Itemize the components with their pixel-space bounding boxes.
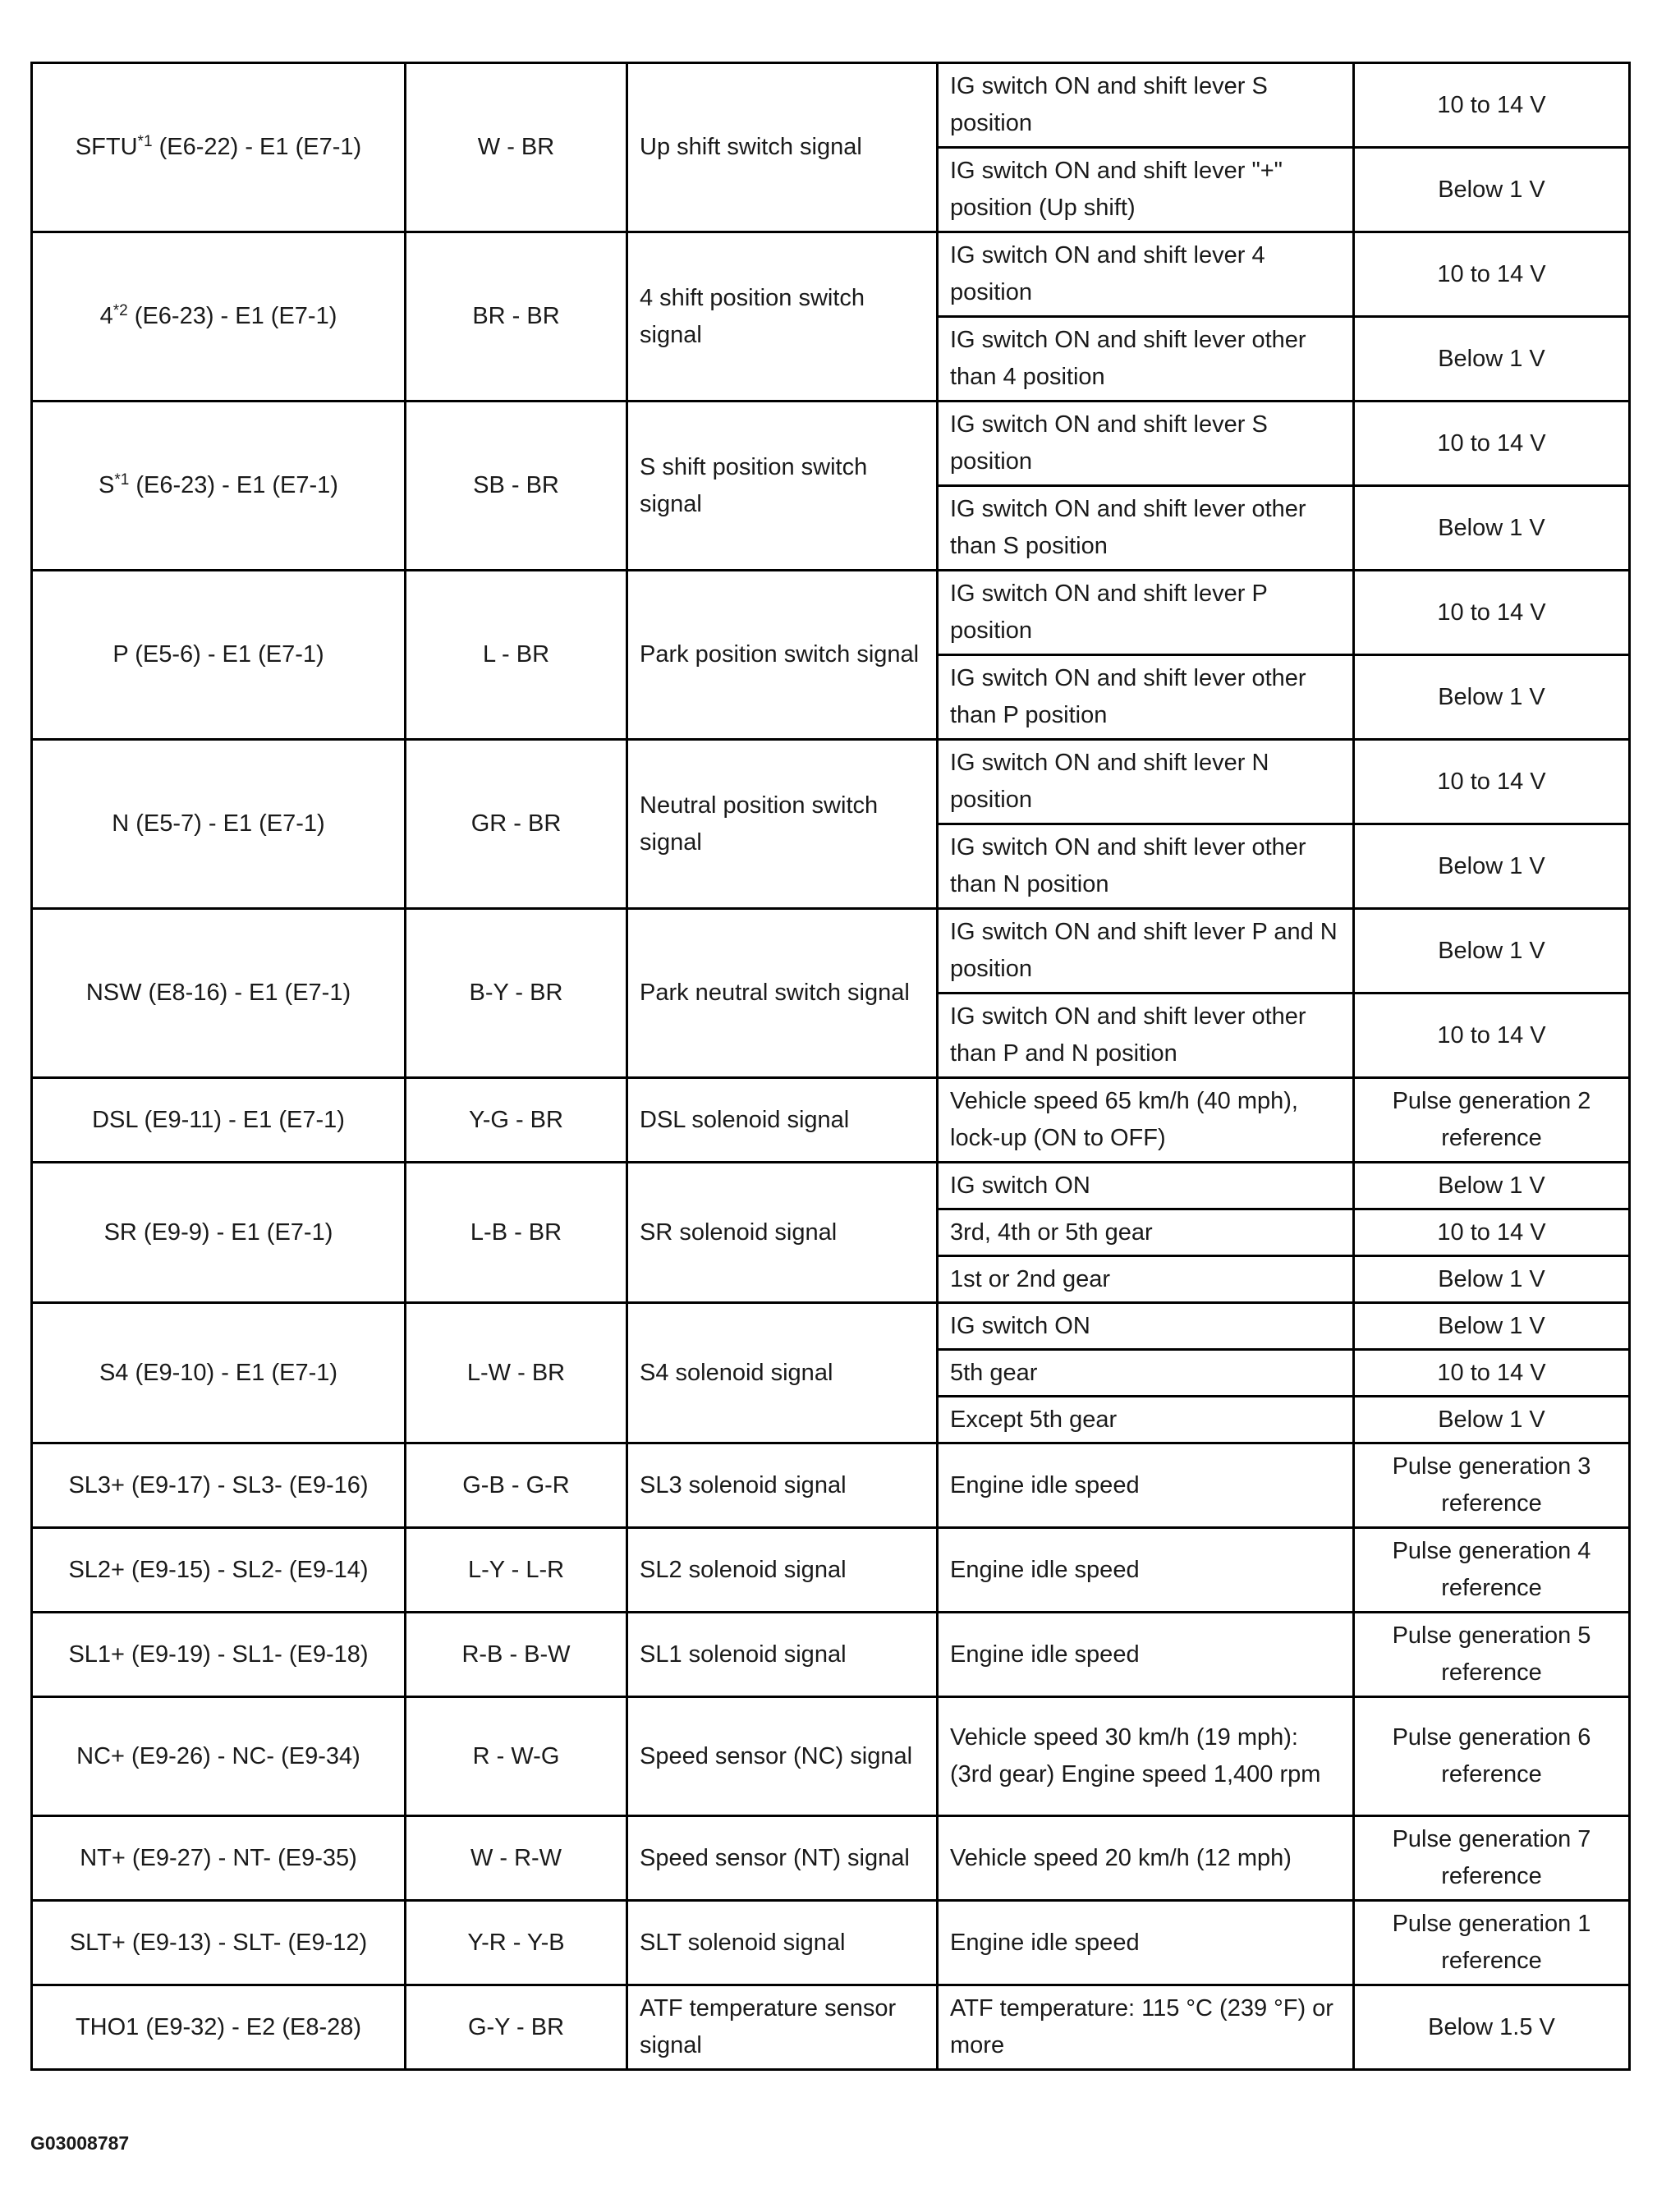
description-cell bbox=[627, 1985, 938, 2070]
condition-cell bbox=[938, 909, 1354, 994]
description-cell bbox=[627, 1901, 938, 1985]
specified-condition: 10 to 14 V bbox=[1437, 429, 1546, 457]
condition-cell bbox=[938, 1350, 1354, 1397]
specified-condition-cell bbox=[1354, 402, 1630, 486]
terminal-label: P (E5-6) - E1 (E7-1) bbox=[112, 641, 324, 668]
terminal-cell bbox=[32, 1163, 406, 1303]
specified-condition-cell bbox=[1354, 909, 1630, 994]
terminal-cell bbox=[32, 1613, 406, 1697]
specified-condition: Below 1 V bbox=[1438, 1312, 1545, 1339]
specified-condition-cell bbox=[1354, 317, 1630, 402]
table-row bbox=[32, 1443, 1630, 1528]
table-row bbox=[32, 571, 1630, 655]
specified-condition: Below 1 V bbox=[1438, 1406, 1545, 1433]
wiring-color: Y-R - Y-B bbox=[467, 1929, 565, 1956]
wiring-color-cell bbox=[406, 232, 627, 402]
specified-condition-cell bbox=[1354, 1397, 1630, 1443]
specified-condition: Pulse generation 7 reference bbox=[1392, 1826, 1591, 1889]
condition: 5th gear bbox=[950, 1359, 1038, 1386]
wiring-color-cell bbox=[406, 1078, 627, 1163]
specified-condition-cell bbox=[1354, 1816, 1630, 1901]
condition: Engine idle speed bbox=[950, 1471, 1140, 1498]
wiring-color-cell bbox=[406, 1528, 627, 1613]
condition-cell bbox=[938, 1078, 1354, 1163]
table-row bbox=[32, 1528, 1630, 1613]
condition-cell bbox=[938, 1303, 1354, 1350]
terminal-cell bbox=[32, 1985, 406, 2070]
specified-condition-cell bbox=[1354, 148, 1630, 232]
condition-cell bbox=[938, 63, 1354, 148]
specified-condition: 10 to 14 V bbox=[1437, 260, 1546, 287]
description: Park neutral switch signal bbox=[640, 980, 910, 1006]
table-row bbox=[32, 1985, 1630, 2070]
specified-condition: Pulse generation 3 reference bbox=[1392, 1453, 1591, 1517]
table-row bbox=[32, 402, 1630, 486]
condition: Engine idle speed bbox=[950, 1556, 1140, 1583]
description: SL1 solenoid signal bbox=[640, 1641, 847, 1668]
specified-condition-cell bbox=[1354, 740, 1630, 824]
specified-condition-cell bbox=[1354, 824, 1630, 909]
wiring-color: L-W - BR bbox=[466, 1359, 566, 1386]
terminal-voltage-table bbox=[30, 62, 1631, 2071]
condition: IG switch ON and shift lever P position bbox=[950, 581, 1268, 644]
condition-cell bbox=[938, 824, 1354, 909]
wiring-color-cell bbox=[406, 1163, 627, 1303]
wiring-color: W - BR bbox=[477, 134, 555, 160]
specified-condition-cell bbox=[1354, 1209, 1630, 1256]
terminal-label: NT+ (E9-27) - NT- (E9-35) bbox=[80, 1844, 357, 1871]
table-row bbox=[32, 1078, 1630, 1163]
footnote-mark: *1 bbox=[114, 471, 130, 489]
condition-cell bbox=[938, 1528, 1354, 1613]
specified-condition: Pulse generation 1 reference bbox=[1392, 1911, 1591, 1974]
condition: IG switch ON and shift lever other than 4 position bbox=[950, 327, 1306, 390]
wiring-color: SB - BR bbox=[473, 472, 559, 498]
condition-cell bbox=[938, 1613, 1354, 1697]
specified-condition: Below 1 V bbox=[1438, 937, 1545, 964]
condition-cell bbox=[938, 1397, 1354, 1443]
wiring-color: BR - BR bbox=[472, 303, 560, 329]
specified-condition-cell bbox=[1354, 571, 1630, 655]
description-cell bbox=[627, 1303, 938, 1443]
wiring-color: B-Y - BR bbox=[469, 980, 563, 1006]
specified-condition: 10 to 14 V bbox=[1437, 1021, 1546, 1049]
condition: IG switch ON and shift lever other than P position bbox=[950, 665, 1306, 728]
condition-cell bbox=[938, 1901, 1354, 1985]
specified-condition: Pulse generation 2 reference bbox=[1392, 1088, 1591, 1151]
wiring-color-cell bbox=[406, 63, 627, 232]
specified-condition-cell bbox=[1354, 1613, 1630, 1697]
terminal-label-rest: (E6-23) - E1 (E7-1) bbox=[127, 303, 337, 329]
wiring-color-cell bbox=[406, 740, 627, 909]
terminal-label: THO1 (E9-32) - E2 (E8-28) bbox=[75, 2013, 362, 2040]
terminal-label: N (E5-7) - E1 (E7-1) bbox=[112, 810, 325, 837]
condition-cell bbox=[938, 486, 1354, 571]
specified-condition-cell bbox=[1354, 1901, 1630, 1985]
wiring-color-cell bbox=[406, 1613, 627, 1697]
specified-condition-cell bbox=[1354, 1985, 1630, 2070]
description: Park position switch signal bbox=[640, 641, 920, 668]
terminal-label: S4 (E9-10) - E1 (E7-1) bbox=[99, 1359, 338, 1386]
description-cell bbox=[627, 63, 938, 232]
condition-cell bbox=[938, 994, 1354, 1078]
description-cell bbox=[627, 1528, 938, 1613]
specified-condition-cell bbox=[1354, 1163, 1630, 1209]
terminal-cell bbox=[32, 1528, 406, 1613]
table-row bbox=[32, 909, 1630, 994]
terminal-label: SL3+ (E9-17) - SL3- (E9-16) bbox=[68, 1471, 369, 1498]
wiring-color-cell bbox=[406, 1985, 627, 2070]
condition: 3rd, 4th or 5th gear bbox=[950, 1218, 1153, 1246]
table-row bbox=[32, 63, 1630, 148]
condition-cell bbox=[938, 1209, 1354, 1256]
terminal-cell bbox=[32, 402, 406, 571]
footnote-mark: *2 bbox=[112, 302, 128, 319]
terminal-cell bbox=[32, 1303, 406, 1443]
terminal-label: SFTU bbox=[75, 134, 138, 160]
description: S4 solenoid signal bbox=[640, 1359, 833, 1386]
description: Up shift switch signal bbox=[640, 134, 862, 160]
specified-condition: Below 1 V bbox=[1438, 514, 1545, 541]
terminal-cell bbox=[32, 1443, 406, 1528]
terminal-cell bbox=[32, 909, 406, 1078]
condition: IG switch ON and shift lever other than S position bbox=[950, 496, 1306, 559]
terminal-cell bbox=[32, 1816, 406, 1901]
description-cell bbox=[627, 740, 938, 909]
terminal-cell bbox=[32, 740, 406, 909]
specified-condition-cell bbox=[1354, 994, 1630, 1078]
description-cell bbox=[627, 909, 938, 1078]
wiring-color: W - R-W bbox=[470, 1844, 562, 1871]
specified-condition: Below 1 V bbox=[1438, 1172, 1545, 1199]
specified-condition-cell bbox=[1354, 232, 1630, 317]
wiring-color-cell bbox=[406, 1443, 627, 1528]
condition-cell bbox=[938, 317, 1354, 402]
description-cell bbox=[627, 232, 938, 402]
terminal-cell bbox=[32, 232, 406, 402]
specified-condition: Pulse generation 6 reference bbox=[1392, 1724, 1591, 1787]
condition: IG switch ON and shift lever N position bbox=[950, 750, 1269, 813]
condition: 1st or 2nd gear bbox=[950, 1265, 1111, 1292]
condition: Engine idle speed bbox=[950, 1641, 1140, 1668]
condition-cell bbox=[938, 1443, 1354, 1528]
terminal-label: 4 bbox=[99, 303, 113, 329]
description-cell bbox=[627, 1078, 938, 1163]
wiring-color: Y-G - BR bbox=[469, 1106, 563, 1133]
description-cell bbox=[627, 1697, 938, 1816]
table-row bbox=[32, 1303, 1630, 1350]
wiring-color: L-B - BR bbox=[470, 1218, 562, 1246]
terminal-label-rest: (E6-22) - E1 (E7-1) bbox=[152, 134, 362, 160]
table-row bbox=[32, 1163, 1630, 1209]
terminal-cell bbox=[32, 571, 406, 740]
condition: IG switch ON and shift lever P and N position bbox=[950, 919, 1338, 982]
condition: Except 5th gear bbox=[950, 1406, 1118, 1433]
specified-condition: Below 1 V bbox=[1438, 345, 1545, 372]
specified-condition: Pulse generation 5 reference bbox=[1392, 1622, 1591, 1686]
wiring-color: G-Y - BR bbox=[467, 2013, 565, 2040]
description: SL3 solenoid signal bbox=[640, 1471, 847, 1498]
condition-cell bbox=[938, 148, 1354, 232]
specified-condition-cell bbox=[1354, 1697, 1630, 1816]
description-cell bbox=[627, 402, 938, 571]
description: S shift position switch signal bbox=[640, 453, 868, 517]
specified-condition-cell bbox=[1354, 1303, 1630, 1350]
description: 4 shift position switch signal bbox=[640, 284, 865, 348]
condition: Vehicle speed 65 km/h (40 mph), lock-up (ON to OFF) bbox=[950, 1088, 1298, 1151]
specified-condition-cell bbox=[1354, 655, 1630, 740]
terminal-label: SR (E9-9) - E1 (E7-1) bbox=[103, 1218, 333, 1246]
terminal-cell bbox=[32, 63, 406, 232]
specified-condition: Below 1 V bbox=[1438, 1265, 1545, 1292]
wiring-color-cell bbox=[406, 402, 627, 571]
terminal-label: NSW (E8-16) - E1 (E7-1) bbox=[85, 980, 351, 1006]
condition: IG switch ON and shift lever other than P and N position bbox=[950, 1003, 1306, 1067]
specified-condition: 10 to 14 V bbox=[1437, 599, 1546, 626]
description-cell bbox=[627, 571, 938, 740]
condition: ATF temperature: 115 °C (239 °F) or more bbox=[950, 1995, 1333, 2058]
condition-cell bbox=[938, 1985, 1354, 2070]
terminal-label: NC+ (E9-26) - NC- (E9-34) bbox=[76, 1742, 360, 1769]
table-row bbox=[32, 232, 1630, 317]
wiring-color-cell bbox=[406, 1816, 627, 1901]
condition: IG switch ON bbox=[950, 1172, 1090, 1199]
wiring-color: R-B - B-W bbox=[461, 1641, 571, 1668]
table-row bbox=[32, 1697, 1630, 1816]
description: DSL solenoid signal bbox=[640, 1106, 850, 1133]
table-row bbox=[32, 740, 1630, 824]
condition-cell bbox=[938, 1163, 1354, 1209]
wiring-color-cell bbox=[406, 1901, 627, 1985]
condition-cell bbox=[938, 740, 1354, 824]
description: Speed sensor (NC) signal bbox=[640, 1742, 913, 1769]
specified-condition: 10 to 14 V bbox=[1437, 768, 1546, 795]
specified-condition: Pulse generation 4 reference bbox=[1392, 1538, 1591, 1601]
specified-condition-cell bbox=[1354, 1443, 1630, 1528]
description: SLT solenoid signal bbox=[640, 1929, 846, 1956]
wiring-color-cell bbox=[406, 571, 627, 740]
condition-cell bbox=[938, 1816, 1354, 1901]
wiring-color: G-B - G-R bbox=[462, 1471, 570, 1498]
terminal-label-rest: (E6-23) - E1 (E7-1) bbox=[129, 472, 338, 498]
wiring-color: L - BR bbox=[482, 641, 550, 668]
specified-condition-cell bbox=[1354, 1256, 1630, 1303]
figure-id: G03008787 bbox=[30, 2132, 130, 2154]
wiring-color-cell bbox=[406, 1697, 627, 1816]
specified-condition-cell bbox=[1354, 486, 1630, 571]
table-row bbox=[32, 1816, 1630, 1901]
specified-condition: 10 to 14 V bbox=[1437, 91, 1546, 118]
table-row bbox=[32, 1613, 1630, 1697]
wiring-color-cell bbox=[406, 909, 627, 1078]
condition: IG switch ON and shift lever S position bbox=[950, 73, 1268, 136]
specified-condition-cell bbox=[1354, 1078, 1630, 1163]
condition-cell bbox=[938, 571, 1354, 655]
wiring-color-cell bbox=[406, 1303, 627, 1443]
table-body bbox=[32, 63, 1630, 2070]
condition-cell bbox=[938, 402, 1354, 486]
condition: IG switch ON bbox=[950, 1312, 1090, 1339]
condition: IG switch ON and shift lever "+" position (Up shift) bbox=[950, 158, 1283, 221]
specified-condition-cell bbox=[1354, 1350, 1630, 1397]
wiring-color: GR - BR bbox=[470, 810, 562, 837]
specified-condition: Below 1 V bbox=[1438, 852, 1545, 879]
specified-condition: 10 to 14 V bbox=[1437, 1218, 1546, 1246]
condition: Vehicle speed 30 km/h (19 mph): (3rd gear) Engine speed 1,400 rpm bbox=[950, 1724, 1321, 1787]
specified-condition: 10 to 14 V bbox=[1437, 1359, 1546, 1386]
condition: IG switch ON and shift lever 4 position bbox=[950, 242, 1265, 305]
condition-cell bbox=[938, 655, 1354, 740]
terminal-label: DSL (E9-11) - E1 (E7-1) bbox=[92, 1106, 345, 1133]
condition-cell bbox=[938, 1697, 1354, 1816]
condition: IG switch ON and shift lever other than N position bbox=[950, 834, 1306, 897]
terminal-label: SL1+ (E9-19) - SL1- (E9-18) bbox=[68, 1641, 369, 1668]
description: Neutral position switch signal bbox=[640, 792, 879, 856]
description: SR solenoid signal bbox=[640, 1218, 838, 1246]
condition: Engine idle speed bbox=[950, 1929, 1140, 1956]
specified-condition: Below 1 V bbox=[1438, 176, 1545, 203]
description: Speed sensor (NT) signal bbox=[640, 1844, 910, 1871]
terminal-cell bbox=[32, 1078, 406, 1163]
description-cell bbox=[627, 1443, 938, 1528]
description-cell bbox=[627, 1163, 938, 1303]
wiring-color: L-Y - L-R bbox=[467, 1556, 565, 1583]
footnote-mark: *1 bbox=[137, 133, 153, 150]
specified-condition-cell bbox=[1354, 63, 1630, 148]
condition-cell bbox=[938, 1256, 1354, 1303]
table-row bbox=[32, 1901, 1630, 1985]
description: ATF temperature sensor signal bbox=[640, 1995, 897, 2058]
condition-cell bbox=[938, 232, 1354, 317]
condition: Vehicle speed 20 km/h (12 mph) bbox=[950, 1844, 1292, 1871]
wiring-color: R - W-G bbox=[472, 1742, 560, 1769]
specified-condition-cell bbox=[1354, 1528, 1630, 1613]
terminal-label: S bbox=[99, 472, 115, 498]
specified-condition: Below 1 V bbox=[1438, 683, 1545, 710]
description-cell bbox=[627, 1816, 938, 1901]
condition: IG switch ON and shift lever S position bbox=[950, 411, 1268, 475]
description-cell bbox=[627, 1613, 938, 1697]
terminal-label: SL2+ (E9-15) - SL2- (E9-14) bbox=[68, 1556, 369, 1583]
terminal-cell bbox=[32, 1697, 406, 1816]
specified-condition: Below 1.5 V bbox=[1428, 2013, 1555, 2040]
terminal-label: SLT+ (E9-13) - SLT- (E9-12) bbox=[69, 1929, 368, 1956]
description: SL2 solenoid signal bbox=[640, 1556, 847, 1583]
terminal-cell bbox=[32, 1901, 406, 1985]
